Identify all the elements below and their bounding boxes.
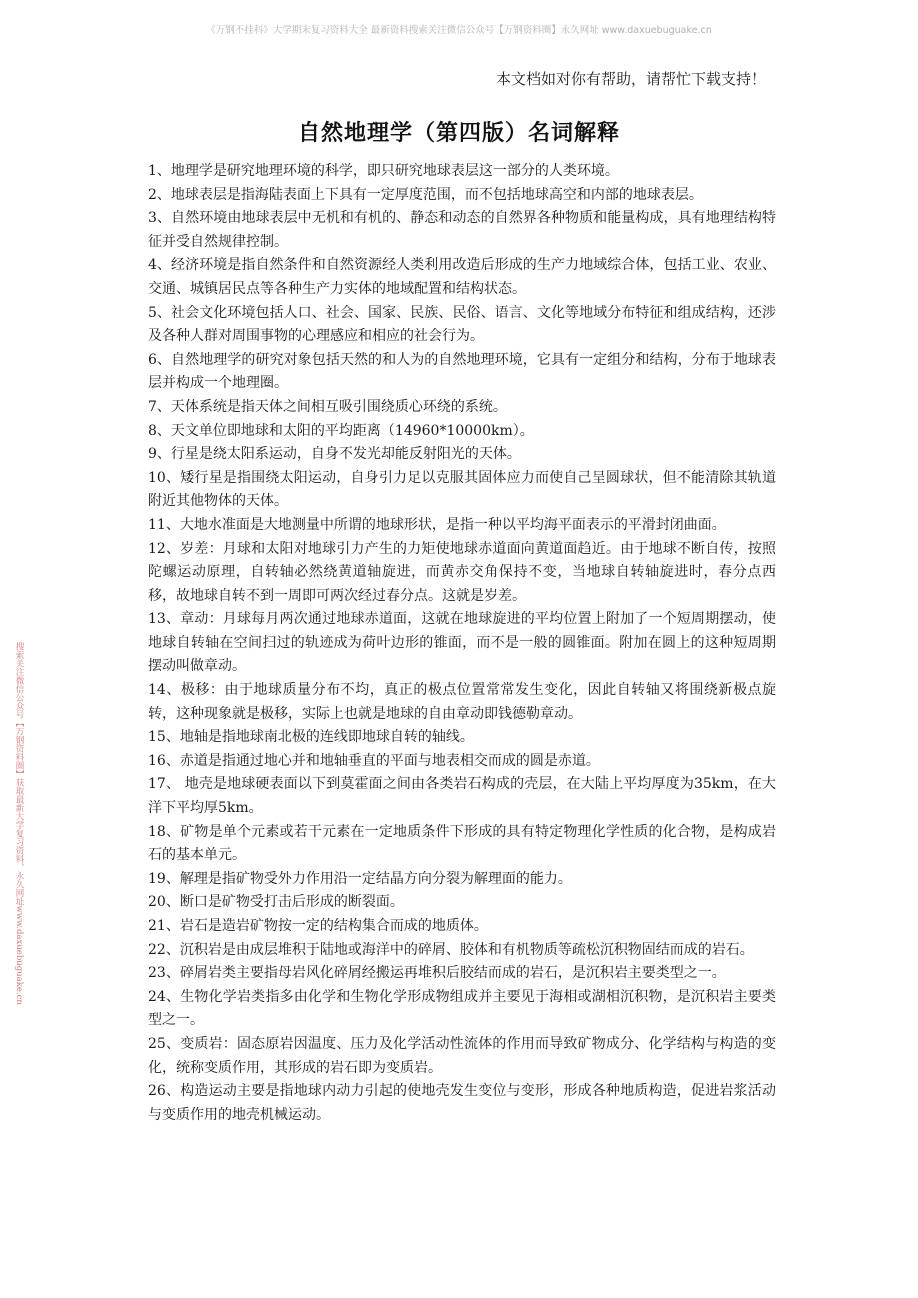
- definition-list: [148, 160, 776, 1127]
- definition-entry-2: 2、地球表层是指海陆表面上下具有一定厚度范围，而不包括地球高空和内部的地球表层。: [148, 186, 703, 203]
- definition-entry-23: 23、碎屑岩类主要指母岩风化碎屑经搬运再堆积后胶结而成的岩石，是沉积岩主要类型之一。: [148, 965, 726, 982]
- download-support-text: 本文档如对你有帮助，请帮忙下载支持！: [495, 70, 766, 88]
- definition-entry-20: 20、断口是矿物受打击后形成的断裂面。: [148, 894, 404, 911]
- definition-entry-13: 13、章动：月球每月两次通过地球赤道面，这就在地球旋进的平均位置上附加了一个短周期摆动，使地球自转轴在空间扫过的轨迹成为荷叶边形的锥面，而不是一般的圆锥面。附加在圆上的这种短周期摆动叫做章动。: [148, 611, 776, 675]
- header-watermark: 《万钢不挂科》大学期末复习资料大全 最新资料搜索关注微信公众号【万钢资料圈】永久网址 www.daxuebuguake.cn: [206, 25, 712, 36]
- definition-entry-4: 4、经济环境是指自然条件和自然资源经人类利用改造后形成的生产力地域综合体，包括工业、农业、交通、城镇居民点等各种生产力实体的地域配置和结构状态。: [148, 257, 776, 297]
- definition-entry-7: 7、天体系统是指天体之间相互吸引围绕质心环绕的系统。: [148, 398, 507, 415]
- definition-entry-12: 12、岁差：月球和太阳对地球引力产生的力矩使地球赤道面向黄道面趋近。由于地球不断自传，按照陀螺运动原理，自转轴必然绕黄道轴旋进，而黄赤交角保持不变，当地球自转轴旋进时，春分点西移，故地球自转不到一周即可两次经过春分点。这就是岁差。: [148, 540, 776, 604]
- definition-entry-9: 9、行星是绕太阳系运动，自身不发光却能反射阳光的天体。: [148, 446, 521, 463]
- definition-entry-16: 16、赤道是指通过地心并和地轴垂直的平面与地表相交而成的圆是赤道。: [148, 752, 600, 769]
- definition-entry-10: 10、矮行星是指围绕太阳运动，自身引力足以克服其固体应力而使自己呈圆球状，但不能清除其轨道附近其他物体的天体。: [148, 469, 776, 510]
- definition-entry-25: 25、变质岩：固态原岩因温度、压力及化学活动性流体的作用而导致矿物成分、化学结构与构造的变化，统称变质作用，其形成的岩石即为变质岩。: [148, 1035, 776, 1076]
- side-watermark: 搜索关注微信公众号【万钢资料圈】获取最新大学复习资料，永久网址www.daxuebuguake.cn: [14, 642, 24, 1005]
- definition-entry-15: 15、地轴是指地球南北极的连线即地球自转的轴线。: [148, 729, 474, 746]
- definition-entry-19: 19、解理是指矿物受外力作用沿一定结晶方向分裂为解理面的能力。: [148, 870, 572, 887]
- definition-entry-5: 5、社会文化环境包括人口、社会、国家、民族、民俗、语言、文化等地域分布特征和组成结构，还涉及各种人群对周围事物的心理感应和相应的社会行为。: [148, 304, 776, 345]
- definition-entry-14: 14、极移：由于地球质量分布不均，真正的极点位置常常发生变化，因此自转轴又将围绕新极点旋转，这种现象就是极移，实际上也就是地球的自由章动即钱德勒章动。: [148, 682, 776, 722]
- definition-entry-11: 11、大地水准面是大地测量中所谓的地球形状，是指一种以平均海平面表示的平滑封闭曲面。: [148, 516, 726, 533]
- definition-entry-3: 3、自然环境由地球表层中无机和有机的、静态和动态的自然界各种物质和能量构成，具有地理结构特征并受自然规律控制。: [148, 210, 776, 250]
- definition-entry-22: 22、沉积岩是由成层堆积于陆地或海洋中的碎屑、胶体和有机物质等疏松沉积物固结而成的岩石。: [148, 941, 754, 958]
- definition-entry-24: 24、生物化学岩类指多由化学和生物化学形成物组成并主要见于海相或湖相沉积物，是沉积岩主要类型之一。: [148, 988, 776, 1029]
- definition-entry-18: 18、矿物是单个元素或若干元素在一定地质条件下形成的具有特定物理化学性质的化合物，是构成岩石的基本单元。: [148, 823, 776, 864]
- definition-entry-6: 6、自然地理学的研究对象包括天然的和人为的自然地理环境，它具有一定组分和结构，分布于地球表层并构成一个地理圈。: [148, 351, 776, 392]
- definition-entry-17: 17、 地壳是地球硬表面以下到莫霍面之间由各类岩石构成的壳层，在大陆上平均厚度为35km，在大洋下平均厚5km。: [148, 776, 776, 817]
- definition-entry-21: 21、岩石是造岩矿物按一定的结构集合而成的地质体。: [148, 918, 488, 934]
- definition-entry-1: 1、地理学是研究地理环境的科学，即只研究地球表层这一部分的人类环境。: [148, 163, 619, 179]
- document-title: 自然地理学（第四版）名词解释: [297, 121, 620, 146]
- definition-entry-8: 8、天文单位即地球和太阳的平均距离（14960*10000km）。: [148, 422, 534, 439]
- definition-entry-26: 26、构造运动主要是指地球内动力引起的使地壳发生变位与变形，形成各种地质构造，促进岩浆活动与变质作用的地壳机械运动。: [148, 1083, 776, 1123]
